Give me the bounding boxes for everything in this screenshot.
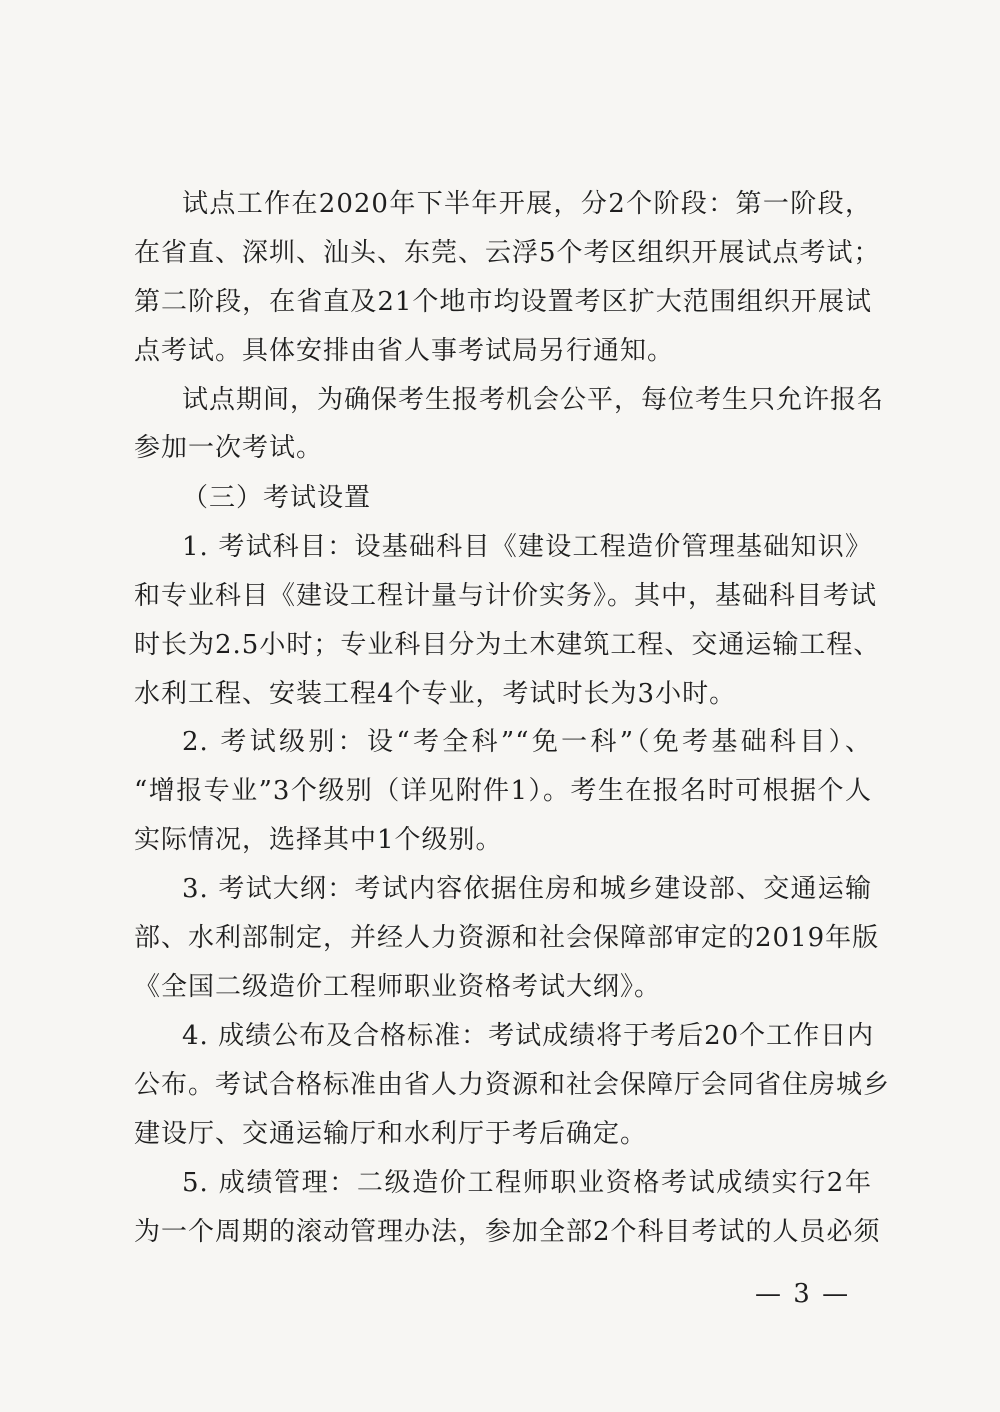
page-number: — 3 —: [755, 1279, 851, 1309]
paragraph-subjects-line-3: 时长为2.5小时；专业科目分为土木建筑工程、交通运输工程、: [134, 630, 881, 660]
paragraph-syllabus-line-1: 3. 考试大纲：考试内容依据住房和城乡建设部、交通运输: [182, 874, 872, 904]
paragraph-subjects-line-4: 水利工程、安装工程4个专业，考试时长为3小时。: [134, 679, 737, 709]
paragraph-syllabus-line-3: 《全国二级造价工程师职业资格考试大纲》。: [134, 972, 662, 1002]
section-heading: （三）考试设置: [182, 483, 372, 513]
paragraph-levels-line-2: “增报专业”3个级别（详见附件1）。考生在报名时可根据个人: [134, 776, 872, 806]
paragraph-subjects-line-2: 和专业科目《建设工程计量与计价实务》。其中，基础科目考试: [134, 581, 878, 611]
paragraph-results-line-2: 公布。考试合格标准由省人力资源和社会保障厅会同省住房城乡: [134, 1070, 891, 1100]
paragraph-results-line-3: 建设厅、交通运输厅和水利厅于考后确定。: [134, 1119, 648, 1149]
paragraph-1-line-2: 在省直、深圳、汕头、东莞、云浮5个考区组织开展试点考试；: [134, 238, 881, 268]
paragraph-subjects-line-1: 1. 考试科目：设基础科目《建设工程造价管理基础知识》: [182, 532, 872, 562]
paragraph-levels-line-1: 2. 考试级别：设“考全科”“免一科”（免考基础科目）、: [182, 727, 872, 757]
paragraph-score-management-line-2: 为一个周期的滚动管理办法，参加全部2个科目考试的人员必须: [134, 1217, 881, 1247]
paragraph-1-line-1: 试点工作在2020年下半年开展，分2个阶段：第一阶段，: [182, 189, 872, 219]
paragraph-syllabus-line-2: 部、水利部制定，并经人力资源和社会保障部审定的2019年版: [134, 923, 880, 953]
paragraph-score-management-line-1: 5. 成绩管理：二级造价工程师职业资格考试成绩实行2年: [182, 1168, 872, 1198]
paragraph-1-line-4: 点考试。具体安排由省人事考试局另行通知。: [134, 336, 675, 366]
paragraph-results-line-1: 4. 成绩公布及合格标准：考试成绩将于考后20个工作日内: [182, 1021, 875, 1051]
paragraph-2-line-1: 试点期间，为确保考生报考机会公平，每位考生只允许报名: [182, 385, 885, 415]
paragraph-2-line-2: 参加一次考试。: [134, 433, 324, 463]
paragraph-levels-line-3: 实际情况，选择其中1个级别。: [134, 825, 503, 855]
paragraph-1-line-3: 第二阶段，在省直及21个地市均设置考区扩大范围组织开展试: [134, 287, 872, 317]
